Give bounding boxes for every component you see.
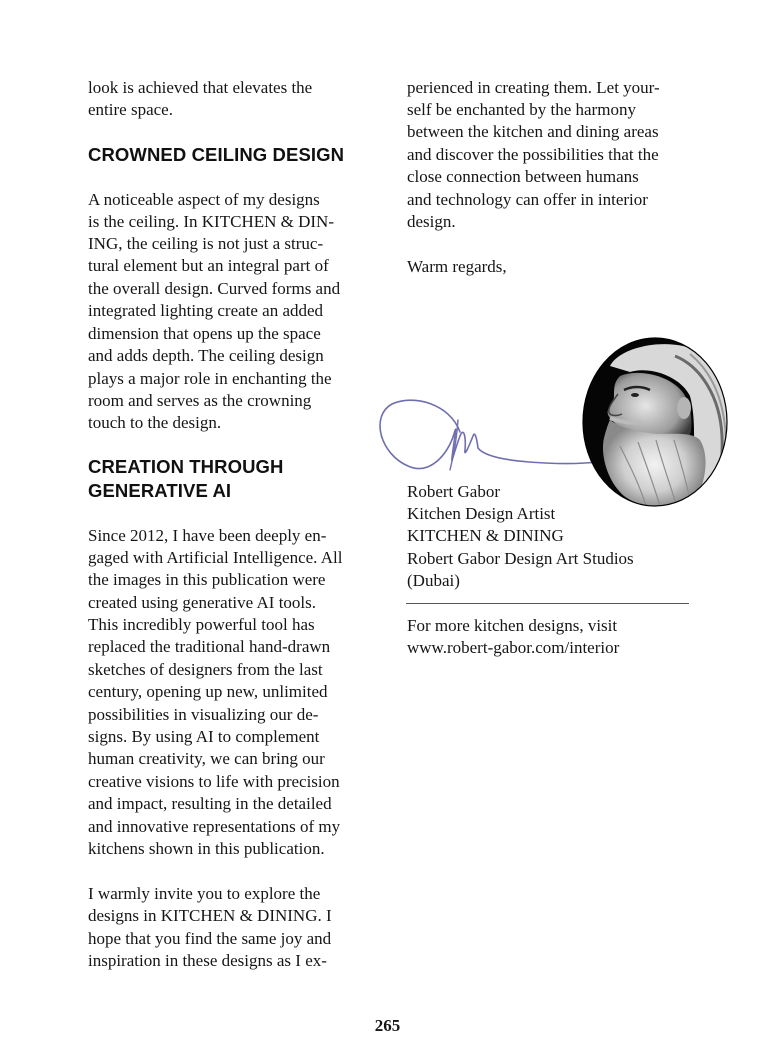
body-text-line: creative visions to life with precision bbox=[88, 772, 340, 791]
body-text-line: touch to the design. bbox=[88, 413, 222, 432]
body-text-line: integrated lighting create an added bbox=[88, 301, 324, 320]
body-text-line: inspiration in these designs as I ex- bbox=[88, 951, 327, 970]
section-heading-ceiling: CROWNED CEILING DESIGN bbox=[88, 144, 345, 165]
studio-name: Robert Gabor Design Art Studios bbox=[407, 549, 634, 568]
author-title: Kitchen Design Artist bbox=[407, 504, 556, 523]
body-text-line: perienced in creating them. Let your- bbox=[407, 78, 660, 97]
body-text-line: replaced the traditional hand-drawn bbox=[88, 637, 331, 656]
body-text-line: dimension that opens up the space bbox=[88, 324, 321, 343]
body-text-line: sketches of designers from the last bbox=[88, 660, 323, 679]
website-url: www.robert-gabor.com/interior bbox=[407, 638, 620, 657]
body-text-line: is the ceiling. In KITCHEN & DIN- bbox=[88, 212, 334, 231]
body-text-line: and innovative representations of my bbox=[88, 817, 341, 836]
body-text-line: entire space. bbox=[88, 100, 173, 119]
studio-location: (Dubai) bbox=[407, 571, 460, 590]
salutation: Warm regards, bbox=[407, 257, 507, 276]
body-text-line: look is achieved that elevates the bbox=[88, 78, 313, 97]
body-text-line: century, opening up new, unlimited bbox=[88, 682, 328, 701]
body-text-line: gaged with Artificial Intelligence. All bbox=[88, 548, 343, 567]
section-heading-ai-line2: GENERATIVE AI bbox=[88, 480, 232, 501]
body-text-line: close connection between humans bbox=[407, 167, 639, 186]
body-text-line: This incredibly powerful tool has bbox=[88, 615, 315, 634]
body-text-line: hope that you find the same joy and bbox=[88, 929, 332, 948]
body-text-line: I warmly invite you to explore the bbox=[88, 884, 321, 903]
body-text-line: created using generative AI tools. bbox=[88, 593, 317, 612]
footer-note: For more kitchen designs, visit bbox=[407, 616, 618, 635]
body-text-line: and discover the possibilities that the bbox=[407, 145, 659, 164]
body-text-line: plays a major role in enchanting the bbox=[88, 369, 332, 388]
section-heading-ai-line1: CREATION THROUGH bbox=[88, 456, 284, 477]
body-text-line: human creativity, we can bring our bbox=[88, 749, 325, 768]
body-text-line: signs. By using AI to complement bbox=[88, 727, 320, 746]
body-text-line: between the kitchen and dining areas bbox=[407, 122, 659, 141]
divider-rule bbox=[406, 603, 689, 604]
body-text-line: self be enchanted by the harmony bbox=[407, 100, 636, 119]
body-text-line: the images in this publication were bbox=[88, 570, 326, 589]
body-text-line: designs in KITCHEN & DINING. I bbox=[88, 906, 332, 925]
body-text-line: Since 2012, I have been deeply en- bbox=[88, 526, 327, 545]
body-text-line: kitchens shown in this publication. bbox=[88, 839, 325, 858]
publication-name: KITCHEN & DINING bbox=[407, 526, 564, 545]
body-text-line: A noticeable aspect of my designs bbox=[88, 190, 320, 209]
body-text-line: possibilities in visualizing our de- bbox=[88, 705, 319, 724]
body-text-line: room and serves as the crowning bbox=[88, 391, 312, 410]
body-text-line: design. bbox=[407, 212, 456, 231]
body-text-line: ING, the ceiling is not just a struc- bbox=[88, 234, 324, 253]
handwritten-signature bbox=[374, 396, 604, 476]
body-text-line: tural element but an integral part of bbox=[88, 256, 329, 275]
body-text-line: and technology can offer in interior bbox=[407, 190, 648, 209]
body-text-line: and impact, resulting in the detailed bbox=[88, 794, 332, 813]
author-portrait bbox=[580, 336, 730, 508]
body-text-line: the overall design. Curved forms and bbox=[88, 279, 341, 298]
page-number: 265 bbox=[374, 1016, 401, 1035]
author-name: Robert Gabor bbox=[407, 482, 501, 501]
body-text-line: and adds depth. The ceiling design bbox=[88, 346, 324, 365]
